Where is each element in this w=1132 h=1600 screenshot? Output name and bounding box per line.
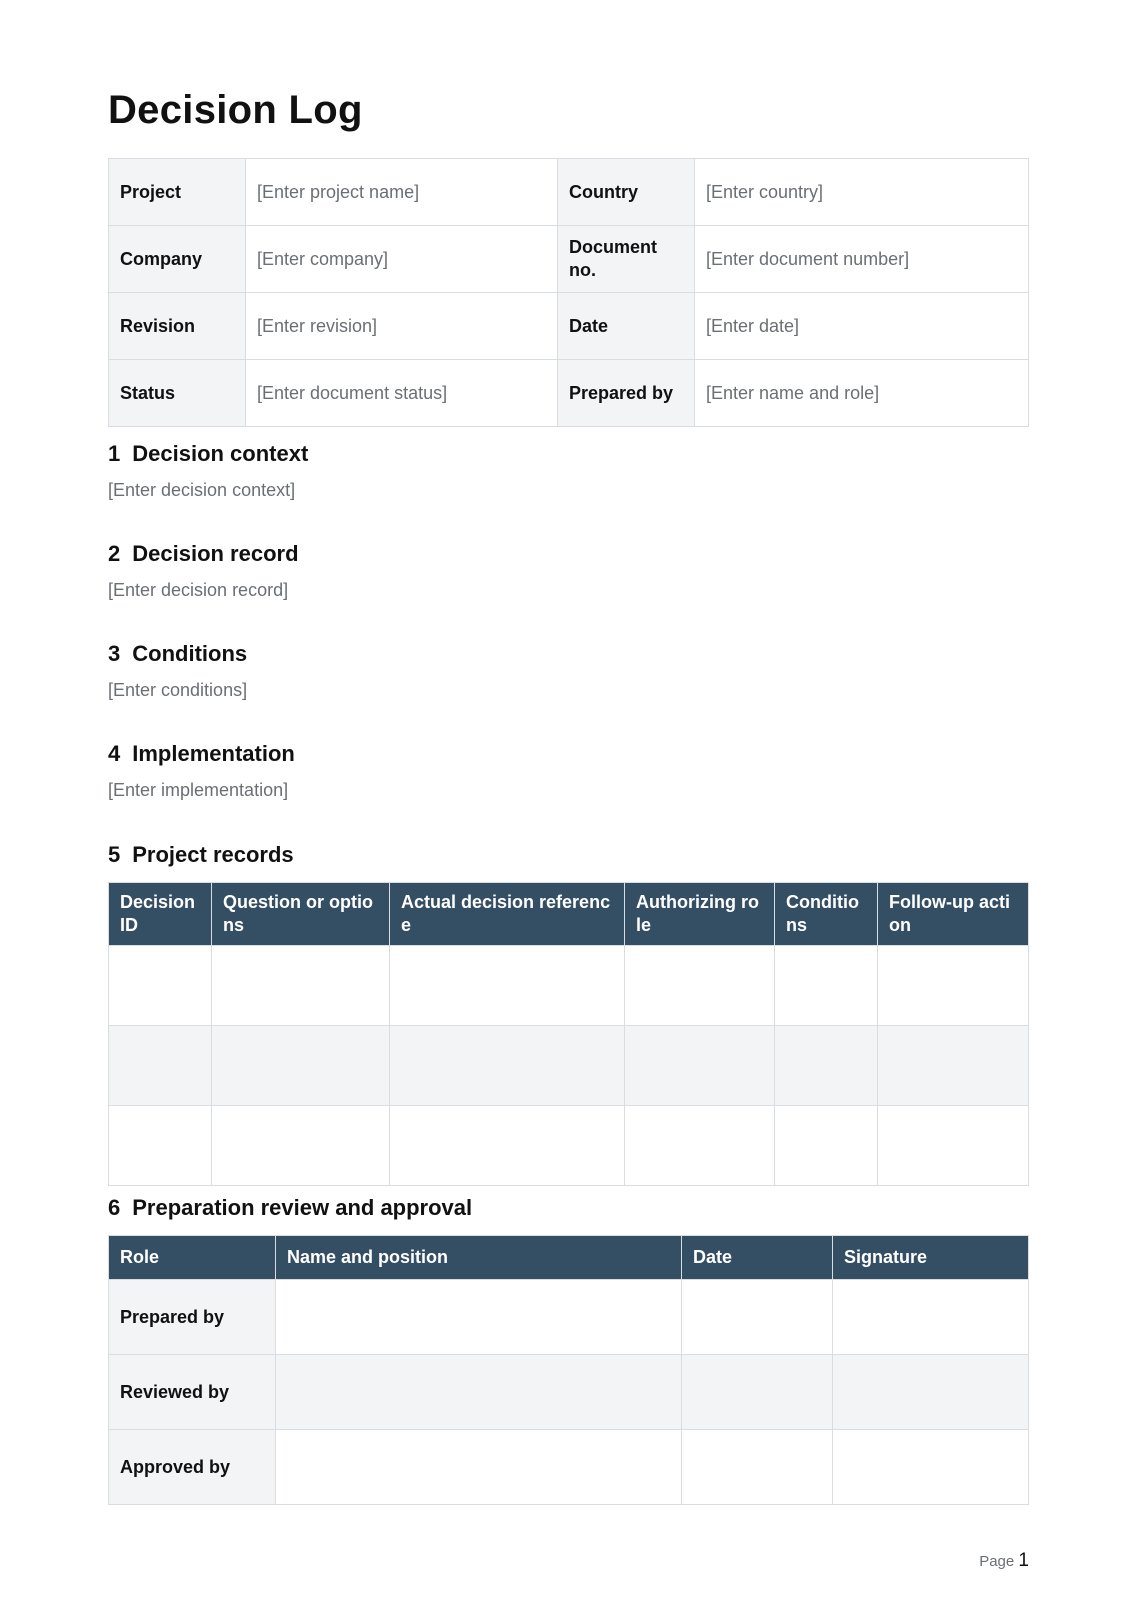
table-cell[interactable] [212,1026,390,1106]
table-row [109,1106,1029,1186]
column-header: Authorizing role [625,883,775,946]
role-label: Approved by [109,1430,276,1505]
table-cell[interactable] [625,1026,775,1106]
table-header-row [109,1236,1029,1280]
approval-table [108,1235,1029,1505]
table-cell[interactable] [878,1106,1029,1186]
company-field[interactable]: [Enter company] [246,226,558,293]
table-cell[interactable] [682,1430,833,1505]
page-footer [979,1550,1029,1572]
metadata-label: Company [109,226,246,293]
page-title: Decision Log [108,88,363,132]
section-decision-record [108,541,299,601]
section-heading: 3 Conditions [108,641,248,666]
metadata-label: Revision [109,293,246,360]
metadata-label: Document no. [558,226,695,293]
role-label: Reviewed by [109,1355,276,1430]
decision-context-field[interactable]: [Enter decision context] [108,480,296,500]
table-cell[interactable] [682,1280,833,1355]
table-row [109,1430,1029,1505]
section-decision-context [108,441,308,501]
column-header: Decision ID [109,883,212,946]
table-cell[interactable] [833,1355,1029,1430]
role-label: Prepared by [109,1280,276,1355]
section-heading: 2 Decision record [108,541,299,566]
prepared-by-field[interactable]: [Enter name and role] [695,360,1029,427]
section-heading: 5 Project records [108,842,294,867]
revision-field[interactable]: [Enter revision] [246,293,558,360]
table-row [109,1026,1029,1106]
table-cell[interactable] [833,1430,1029,1505]
section-heading: 1 Decision context [108,441,309,466]
column-header: Follow-up action [878,883,1029,946]
table-row [109,946,1029,1026]
section-approval [108,1195,472,1221]
metadata-label: Prepared by [558,360,695,427]
table-cell[interactable] [878,946,1029,1026]
metadata-label: Status [109,360,246,427]
decision-record-field[interactable]: [Enter decision record] [108,580,289,600]
page-label: Page [979,1553,1015,1570]
table-cell[interactable] [775,946,878,1026]
metadata-label: Date [558,293,695,360]
table-cell[interactable] [833,1280,1029,1355]
table-row [109,1280,1029,1355]
column-header: Date [682,1236,833,1280]
section-heading: 4 Implementation [108,741,295,766]
metadata-label: Country [558,159,695,226]
table-row [109,1355,1029,1430]
country-field[interactable]: [Enter country] [695,159,1029,226]
table-cell[interactable] [625,1106,775,1186]
table-cell[interactable] [212,946,390,1026]
project-name-field[interactable]: [Enter project name] [246,159,558,226]
table-cell[interactable] [276,1355,682,1430]
metadata-label: Project [109,159,246,226]
table-cell[interactable] [390,1106,625,1186]
table-cell[interactable] [775,1106,878,1186]
document-status-field[interactable]: [Enter document status] [246,360,558,427]
table-cell[interactable] [276,1280,682,1355]
table-cell[interactable] [109,946,212,1026]
implementation-field[interactable]: [Enter implementation] [108,780,289,800]
column-header: Conditions [775,883,878,946]
table-cell[interactable] [109,1106,212,1186]
column-header: Name and position [276,1236,682,1280]
table-header-row [109,883,1029,946]
section-heading: 6 Preparation review and approval [108,1195,473,1220]
table-cell[interactable] [625,946,775,1026]
table-cell[interactable] [212,1106,390,1186]
table-cell[interactable] [390,1026,625,1106]
table-cell[interactable] [775,1026,878,1106]
project-records-table [108,882,1029,1186]
section-implementation [108,741,295,801]
column-header: Signature [833,1236,1029,1280]
column-header: Question or options [212,883,390,946]
table-cell[interactable] [682,1355,833,1430]
document-number-field[interactable]: [Enter document number] [695,226,1029,293]
table-cell[interactable] [276,1430,682,1505]
metadata-row [109,226,1029,293]
table-cell[interactable] [390,946,625,1026]
metadata-row [109,159,1029,226]
table-cell[interactable] [878,1026,1029,1106]
page-number: 1 [1018,1550,1029,1571]
column-header: Actual decision reference [390,883,625,946]
table-cell[interactable] [109,1026,212,1106]
metadata-table [108,158,1029,427]
column-header: Role [109,1236,276,1280]
conditions-field[interactable]: [Enter conditions] [108,680,248,700]
metadata-row [109,293,1029,360]
section-project-records [108,842,294,868]
section-conditions [108,641,247,701]
date-field[interactable]: [Enter date] [695,293,1029,360]
metadata-row [109,360,1029,427]
